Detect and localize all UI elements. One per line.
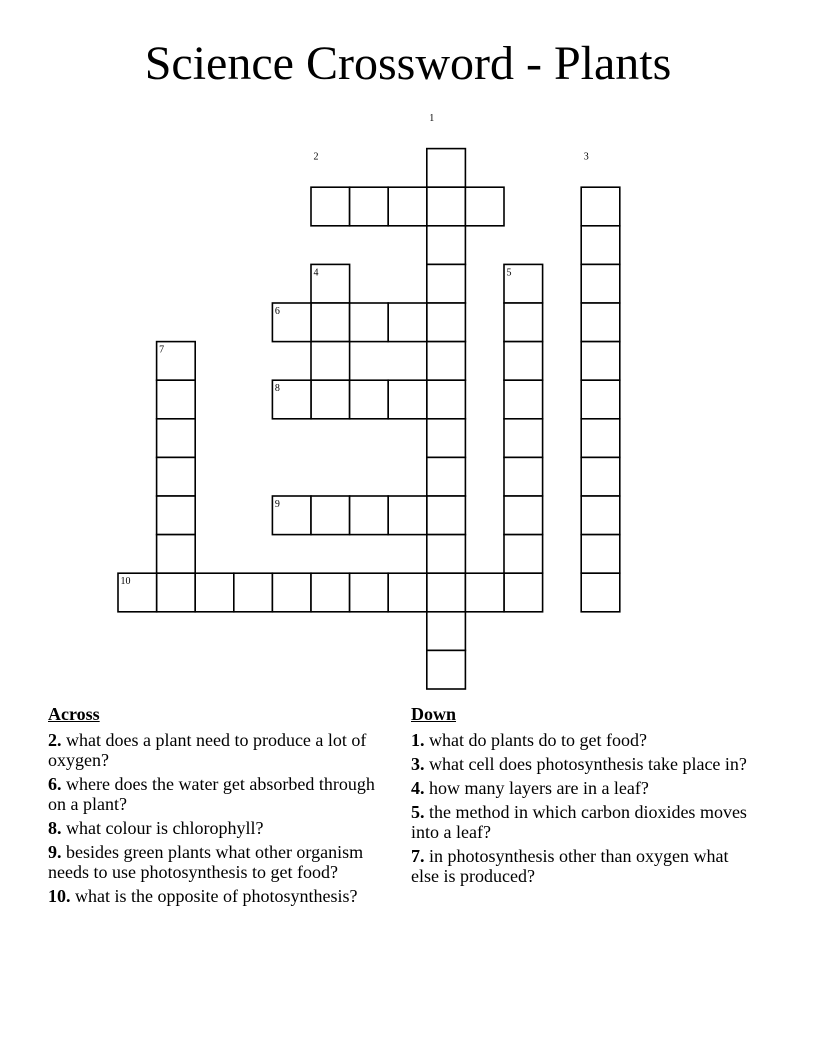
- grid-cell[interactable]: [311, 187, 350, 226]
- page-title: Science Crossword - Plants: [144, 37, 672, 90]
- clue-text: in photosynthesis other than oxygen what else is produced?: [411, 846, 729, 886]
- clue-down-7: [411, 846, 756, 886]
- clue-number: 1.: [411, 730, 425, 750]
- clue-text: what does a plant need to produce a lot of oxygen?: [48, 730, 367, 770]
- grid-cell[interactable]: [427, 303, 466, 342]
- grid-cell[interactable]: [427, 380, 466, 419]
- grid-cell[interactable]: [157, 573, 196, 612]
- clue-number-label: 3: [583, 151, 589, 163]
- clue-down-1: [411, 730, 756, 750]
- grid-cell[interactable]: [427, 612, 466, 651]
- grid-cell[interactable]: [581, 457, 620, 496]
- grid-cell[interactable]: [581, 496, 620, 535]
- clue-number-label: 2: [313, 151, 319, 163]
- clue-text: what colour is chlorophyll?: [66, 818, 264, 838]
- grid-cell[interactable]: [581, 573, 620, 612]
- grid-cell[interactable]: [350, 380, 389, 419]
- grid-cell[interactable]: [504, 573, 543, 612]
- clue-down-3: [411, 754, 756, 774]
- grid-cell[interactable]: [465, 187, 504, 226]
- grid-cell[interactable]: [157, 535, 196, 574]
- grid-cell[interactable]: [581, 535, 620, 574]
- grid-cell[interactable]: [427, 342, 466, 381]
- grid-cell[interactable]: [465, 573, 504, 612]
- grid-cell[interactable]: [427, 535, 466, 574]
- grid-cell[interactable]: [157, 457, 196, 496]
- clue-text: the method in which carbon dioxides moves into a leaf?: [411, 802, 747, 842]
- grid-cell[interactable]: [504, 380, 543, 419]
- grid-cell[interactable]: [272, 573, 311, 612]
- clue-number: 2.: [48, 730, 62, 750]
- across-clues: [48, 704, 393, 910]
- grid-cell[interactable]: [350, 187, 389, 226]
- clue-number-label: 8: [274, 383, 280, 395]
- grid-cell[interactable]: [388, 380, 427, 419]
- grid-cell[interactable]: [427, 650, 466, 689]
- grid-cell[interactable]: [504, 419, 543, 458]
- clue-number-label: 4: [313, 267, 319, 279]
- grid-cell[interactable]: [388, 187, 427, 226]
- grid-cell[interactable]: [504, 457, 543, 496]
- clue-across-9: [48, 842, 393, 882]
- clue-text: how many layers are in a leaf?: [429, 778, 649, 798]
- grid-cell[interactable]: [427, 496, 466, 535]
- clue-number: 9.: [48, 842, 62, 862]
- clue-number-label: 9: [274, 499, 280, 510]
- clue-number: 6.: [48, 774, 62, 794]
- clue-number-label: 6: [274, 306, 280, 317]
- grid-cell[interactable]: [581, 342, 620, 381]
- clue-number: 8.: [48, 818, 62, 838]
- grid-cell[interactable]: [195, 573, 234, 612]
- clue-number-label: 7: [159, 344, 165, 356]
- grid-cell[interactable]: [581, 303, 620, 342]
- clue-text: where does the water get absorbed through on a plant?: [48, 774, 375, 814]
- grid-cell[interactable]: [427, 457, 466, 496]
- grid-cell[interactable]: [311, 380, 350, 419]
- grid-cell[interactable]: [581, 226, 620, 265]
- grid-cell[interactable]: [504, 535, 543, 574]
- clue-number-label: 10: [120, 576, 131, 588]
- grid-cell[interactable]: [427, 573, 466, 612]
- grid-cell[interactable]: [157, 496, 196, 535]
- grid-cell[interactable]: [311, 496, 350, 535]
- grid-cell[interactable]: [311, 303, 350, 342]
- clue-number: 7.: [411, 846, 425, 866]
- grid-cell[interactable]: [234, 573, 273, 612]
- grid-cell[interactable]: [581, 380, 620, 419]
- down-heading: Down: [411, 704, 457, 724]
- clue-down-5: [411, 802, 756, 842]
- clue-text: what do plants do to get food?: [429, 730, 647, 750]
- grid-cell[interactable]: [157, 419, 196, 458]
- down-clues: [411, 704, 756, 890]
- grid-cell[interactable]: [504, 342, 543, 381]
- grid-cell[interactable]: [427, 187, 466, 226]
- clue-number: 10.: [48, 886, 71, 906]
- grid-cell[interactable]: [311, 342, 350, 381]
- grid-cell[interactable]: [504, 496, 543, 535]
- clue-number: 3.: [411, 754, 425, 774]
- clue-text: besides green plants what other organism needs to use photosynthesis to get food?: [48, 842, 364, 882]
- clue-across-6: [48, 774, 393, 814]
- grid-cell[interactable]: [388, 303, 427, 342]
- grid-cell[interactable]: [581, 419, 620, 458]
- grid-cell[interactable]: [388, 573, 427, 612]
- clue-across-2: [48, 730, 393, 770]
- grid-cell[interactable]: [427, 149, 466, 188]
- grid-cell[interactable]: [427, 226, 466, 265]
- grid-cell[interactable]: [388, 496, 427, 535]
- clue-text: what cell does photosynthesis take place in?: [429, 754, 747, 774]
- clue-across-10: [48, 886, 393, 906]
- grid-cell[interactable]: [350, 573, 389, 612]
- grid-cell[interactable]: [581, 187, 620, 226]
- grid-cell[interactable]: [427, 419, 466, 458]
- grid-cell[interactable]: [581, 264, 620, 303]
- clue-across-8: [48, 818, 393, 838]
- grid-cell[interactable]: [157, 380, 196, 419]
- clue-number-label: 5: [506, 267, 512, 279]
- clue-text: what is the opposite of photosynthesis?: [75, 886, 358, 906]
- clue-number: 4.: [411, 778, 425, 798]
- grid-cell[interactable]: [350, 303, 389, 342]
- across-heading: Across: [48, 704, 100, 724]
- clue-number: 5.: [411, 802, 425, 822]
- grid-cell[interactable]: [350, 496, 389, 535]
- grid-cell[interactable]: [311, 573, 350, 612]
- clue-number-label: 1: [429, 113, 435, 124]
- grid-cell[interactable]: [504, 303, 543, 342]
- clue-down-4: [411, 778, 756, 798]
- grid-cell[interactable]: [427, 264, 466, 303]
